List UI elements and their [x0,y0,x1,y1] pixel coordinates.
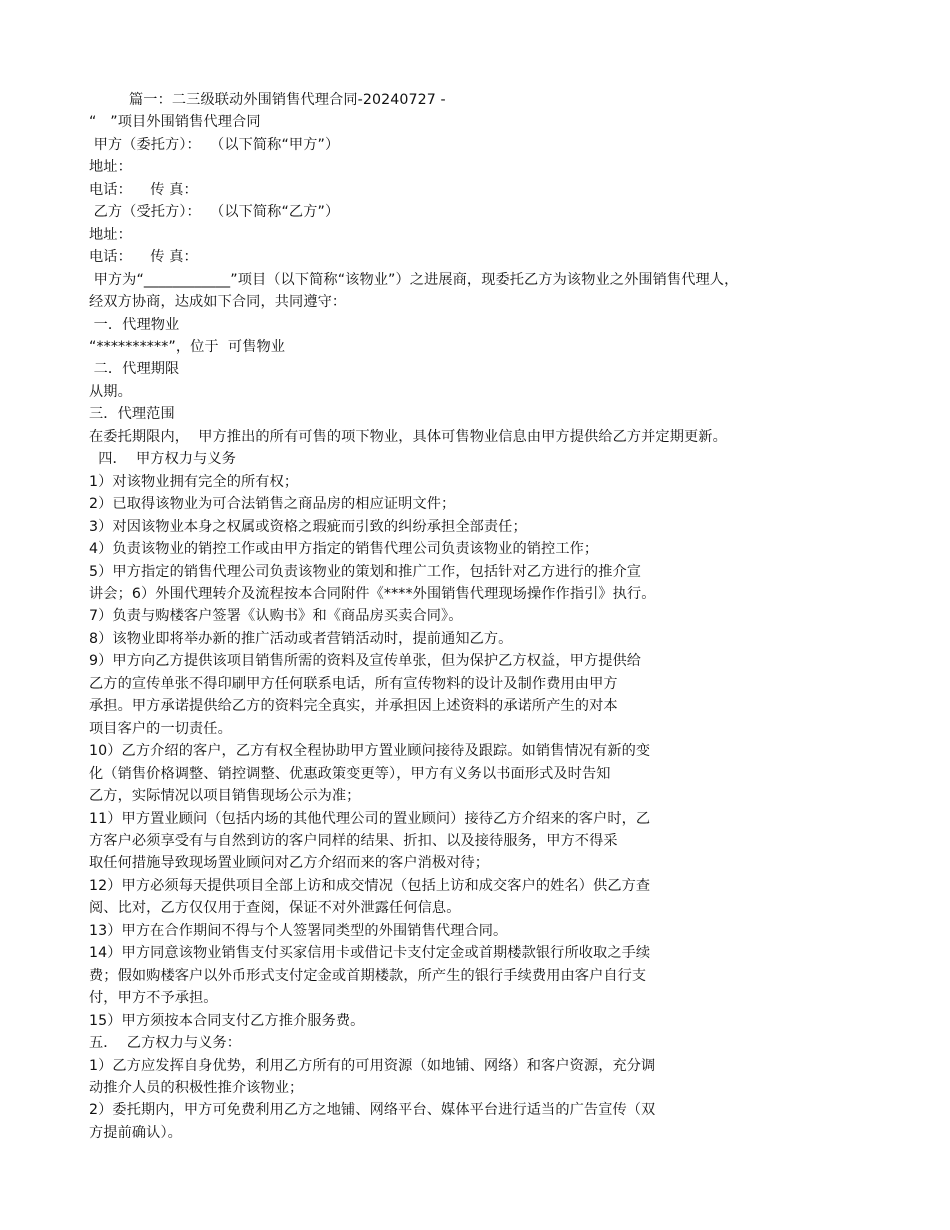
party-a-address: 地址： [89,159,132,175]
party-b-phone-fax: 电话： 传 真： [89,249,198,265]
section-4-item-14-line-2: 费；假如购楼客户以外币形式支付定金或首期楼款，所产生的银行手续费用由客户自行支 [89,968,647,984]
section-4-item-10-line-3: 乙方，实际情况以项目销售现场公示为准； [89,788,361,804]
section-4-item-11-line-3: 取任何措施导致现场置业顾问对乙方介绍而来的客户消极对待； [89,855,490,871]
section-4-item-12-line-2: 阅、比对，乙方仅仅用于查阅，保证不对外泄露任何信息。 [89,900,461,916]
section-2-text: 从期。 [89,384,132,400]
section-5-item-2-line-2: 方提前确认）。 [89,1125,182,1141]
preamble-line-1: 甲方为“____________”项目（以下简称“该物业”）之进展商，现委托乙方为该物业之外围销售代理人， [89,272,739,288]
section-4-item-1: 1）对该物业拥有完全的所有权； [89,474,299,490]
party-b-address: 地址： [89,227,132,243]
section-4-item-5-line-1: 5）甲方指定的销售代理公司负责该物业的策划和推广工作，包括针对乙方进行的推介宣 [89,564,642,580]
section-4-item-9-line-3: 承担。甲方承诺提供给乙方的资料完全真实，并承担因上述资料的承诺所产生的对本 [89,698,618,714]
section-4-item-9-line-2: 乙方的宣传单张不得印刷甲方任何联系电话，所有宣传物料的设计及制作费用由甲方 [89,676,618,692]
party-a-phone-fax: 电话： 传 真： [89,182,198,198]
section-4-item-10-line-2: 化（销售价格调整、销控调整、优惠政策变更等），甲方有义务以书面形式及时告知 [89,766,611,782]
section-4-item-7: 7）负责与购楼客户签署《认购书》和《商品房买卖合同》。 [89,608,463,624]
document-title: 篇一：二三级联动外围销售代理合同-20240727 - [129,92,446,108]
section-4-item-2: 2）已取得该物业为可合法销售之商品房的相应证明文件； [89,496,456,512]
section-1-heading: 一．代理物业 [89,317,180,333]
section-4-item-9-line-4: 项目客户的一切责任。 [89,721,232,737]
section-5-item-1-line-1: 1）乙方应发挥自身优势，利用乙方所有的可用资源（如地铺、网络）和客户资源，充分调 [89,1058,656,1074]
section-4-item-9-line-1: 9）甲方向乙方提供该项目销售所需的资料及宣传单张，但为保护乙方权益，甲方提供给 [89,653,642,669]
party-b-line: 乙方（受托方）： （以下简称“乙方”） [89,204,340,220]
section-5-item-1-line-2: 动推介人员的积极性推介该物业； [89,1080,304,1096]
section-2-heading: 二．代理期限 [89,361,180,377]
section-4-item-3: 3）对因该物业本身之权属或资格之瑕疵而引致的纠纷承担全部责任； [89,519,527,535]
preamble-line-2: 经双方协商，达成如下合同，共同遵守： [89,294,347,310]
section-4-item-14-line-1: 14）甲方同意该物业销售支付买家信用卡或借记卡支付定金或首期楼款银行所收取之手续 [89,945,651,961]
section-3-heading: 三．代理范围 [89,406,175,422]
section-5-heading: 五． 乙方权力与义务： [89,1035,242,1051]
section-4-item-12-line-1: 12）甲方必须每天提供项目全部上访和成交情况（包括上访和成交客户的姓名）供乙方查 [89,878,651,894]
section-4-item-11-line-2: 方客户必须享受有与自然到访的客户同样的结果、折扣、以及接待服务，甲方不得采 [89,833,618,849]
section-4-item-8: 8）该物业即将举办新的推广活动或者营销活动时，提前通知乙方。 [89,631,513,647]
section-4-item-15: 15）甲方须按本合同支付乙方推介服务费。 [89,1013,365,1029]
section-4-item-5-line-2: 讲会；6）外围代理转介及流程按本合同附件《****外围销售代理现场操作作指引》执行。 [89,586,656,602]
section-4-item-4: 4）负责该物业的销控工作或由甲方指定的销售代理公司负责该物业的销控工作； [89,541,599,557]
section-4-item-14-line-3: 付，甲方不予承担。 [89,990,218,1006]
section-4-heading: 四． 甲方权力与义务 [89,451,237,467]
section-5-item-2-line-1: 2）委托期内，甲方可免费利用乙方之地铺、网络平台、媒体平台进行适当的广告宣传（双 [89,1102,656,1118]
section-1-text: “**********”，位于 可售物业 [89,339,286,355]
section-4-item-11-line-1: 11）甲方置业顾问（包括内场的其他代理公司的置业顾问）接待乙方介绍来的客户时，乙 [89,811,651,827]
contract-heading: “ ”项目外围销售代理合同 [89,114,261,130]
party-a-line: 甲方（委托方）： （以下简称“甲方”） [89,137,340,153]
section-3-text: 在委托期限内， 甲方推出的所有可售的项下物业，具体可售物业信息由甲方提供给乙方并定期更新。 [89,429,727,445]
section-4-item-13: 13）甲方在合作期间不得与个人签署同类型的外围销售代理合同。 [89,923,508,939]
section-4-item-10-line-1: 10）乙方介绍的客户，乙方有权全程协助甲方置业顾问接待及跟踪。如销售情况有新的变 [89,743,651,759]
